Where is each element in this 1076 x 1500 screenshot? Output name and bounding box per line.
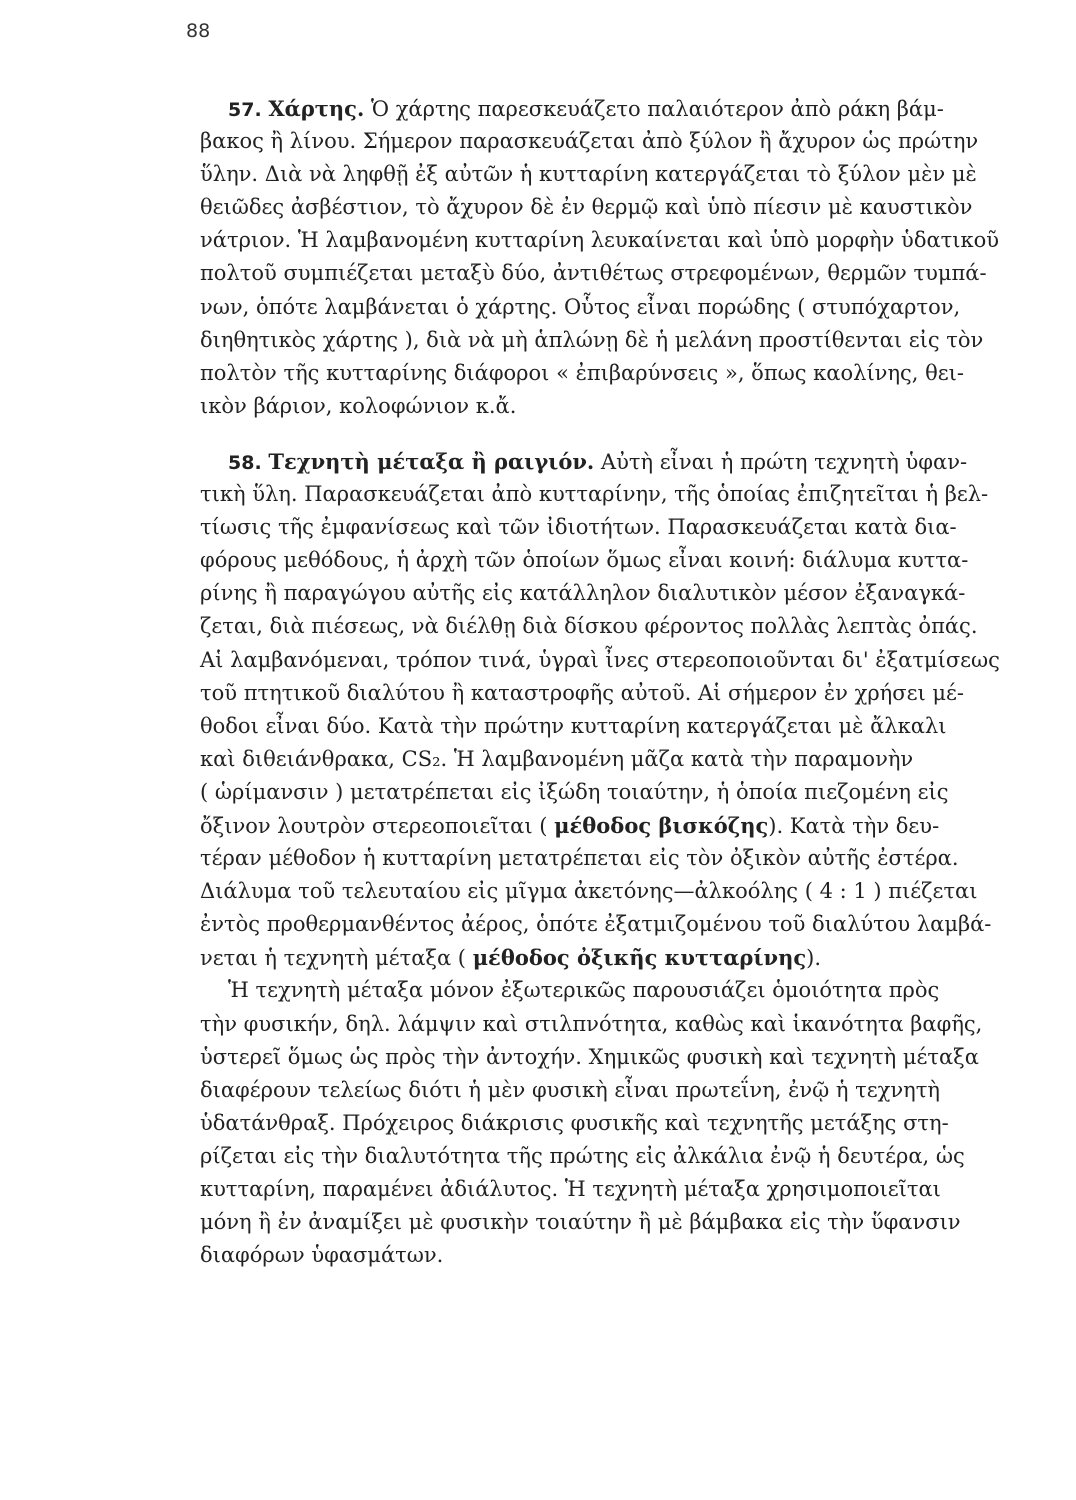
text-line: Διάλυμα τοῦ τελευταίου εἰς μῖγμα ἀκετόνης—ἀλκοόλης ( 4 : 1 ) πιέζεται xyxy=(200,879,978,904)
text-line: φόρους μεθόδους, ἡ ἀρχὴ τῶν ὁποίων ὅμως εἶναι κοινή: διάλυμα κυττα- xyxy=(200,548,969,573)
text-line-method-1 xyxy=(200,809,940,842)
text-fragment: ὄξινον λουτρὸν στερεοποιεῖται ( xyxy=(200,813,548,838)
body-text xyxy=(200,92,1000,1272)
section-heading: Τεχνητὴ μέταξα ἢ ραιγιόν. xyxy=(268,448,595,474)
text-line: ρίνης ἢ παραγώγου αὐτῆς εἰς κατάλληλον διαλυτικὸν μέσον ἐξαναγκά- xyxy=(200,581,966,606)
section-57-first-line xyxy=(200,92,944,125)
text-line-method-2 xyxy=(200,941,852,974)
text-line: θειῶδες ἀσβέστιον, τὸ ἄχυρον δὲ ἐν θερμῷ καὶ ὑπὸ πίεσιν μὲ καυστικὸν xyxy=(200,195,973,220)
text-line: ἐντὸς προθερμανθέντος ἀέρος, ὁπότε ἐξατμιζομένου τοῦ διαλύτου λαμβά- xyxy=(200,912,992,937)
text-line: καὶ διθειάνθρακα, CS₂. Ἡ λαμβανομένη μᾶζα κατὰ τὴν παραμονὴν xyxy=(200,746,914,771)
text-line: τοῦ πτητικοῦ διαλύτου ἢ καταστροφῆς αὐτοῦ. Αἱ σήμερον ἐν χρήσει μέ- xyxy=(200,680,965,705)
text-line: διαφόρων ὑφασμάτων. xyxy=(200,1243,444,1268)
text-line: πολτοῦ συμπιέζεται μεταξὺ δύο, ἀντιθέτως στρεφομένων, θερμῶν τυμπά- xyxy=(200,261,987,286)
text-line: ζεται, διὰ πιέσεως, νὰ διέλθῃ διὰ δίσκου φέροντος πολλὰς λεπτὰς ὀπάς. xyxy=(200,614,978,639)
text-line: ρίζεται εἰς τὴν διαλυτότητα τῆς πρώτης εἰς ἀλκάλια ἐνῷ ἡ δευτέρα, ὡς xyxy=(200,1143,965,1168)
section-heading: Χάρτης. xyxy=(268,96,365,121)
section-gap xyxy=(200,423,852,445)
text-line: βακος ἢ λίνου. Σήμερον παρασκευάζεται ἀπὸ ξύλον ἢ ἄχυρον ὡς πρώτην xyxy=(200,129,979,154)
text-line: νων, ὁπότε λαμβάνεται ὁ χάρτης. Οὗτος εἶναι πορώδης ( στυπόχαρτον, xyxy=(200,294,961,319)
text-line: ( ὡρίμανσιν ) μετατρέπεται εἰς ἰξώδη τοιαύτην, ἡ ὁποία πιεζομένη εἰς xyxy=(200,779,949,804)
text-line: τικὴ ὕλη. Παρασκευάζεται ἀπὸ κυτταρίνην, τῆς ὁποίας ἐπιζητεῖται ἡ βελ- xyxy=(200,482,989,507)
text-line: νάτριον. Ἡ λαμβανομένη κυτταρίνη λευκαίνεται καὶ ὑπὸ μορφὴν ὑδατικοῦ xyxy=(200,228,1000,253)
text-line: ικὸν βάριον, κολοφώνιον κ.ἄ. xyxy=(200,393,517,418)
method-1-term: μέθοδος βισκόζης xyxy=(554,812,769,838)
text-line: Αἱ λαμβανόμεναι, τρόπον τινά, ὑγραὶ ἶνες στερεοποιοῦνται δι' ἐξατμίσεως xyxy=(200,647,1000,672)
text-line: Ὁ χάρτης παρεσκευάζετο παλαιότερον ἀπὸ ράκη βάμ- xyxy=(370,97,944,121)
text-line: τέραν μέθοδον ἡ κυτταρίνη μετατρέπεται εἰς τὸν ὀξικὸν αὐτῆς ἐστέρα. xyxy=(200,846,959,871)
text-line: πολτὸν τῆς κυτταρίνης διάφοροι « ἐπιβαρύνσεις », ὅπως καολίνης, θει- xyxy=(200,360,964,385)
text-line: μόνη ἢ ἐν ἀναμίξει μὲ φυσικὴν τοιαύτην ἢ μὲ βάμβακα εἰς τὴν ὕφανσιν xyxy=(200,1210,961,1235)
text-line: τὴν φυσικήν, δηλ. λάμψιν καὶ στιλπνότητα, καθὼς καὶ ἱκανότητα βαφῆς, xyxy=(200,1011,983,1036)
section-number: 57. xyxy=(228,99,262,121)
text-line: ὑστερεῖ ὅμως ὡς πρὸς τὴν ἀντοχήν. Χημικῶς φυσικὴ καὶ τεχνητὴ μέταξα xyxy=(200,1044,979,1069)
text-line: τίωσις τῆς ἐμφανίσεως καὶ τῶν ἰδιοτήτων. Παρασκευάζεται κατὰ δια- xyxy=(200,515,957,540)
text-line: ὕλην. Διὰ νὰ ληφθῇ ἐξ αὐτῶν ἡ κυτταρίνη κατεργάζεται τὸ ξύλον μὲν μὲ xyxy=(200,162,977,187)
text-line: διηθητικὸς χάρτης ), διὰ νὰ μὴ ἁπλώνῃ δὲ ἡ μελάνη προστίθενται εἰς τὸν xyxy=(200,327,984,352)
section-number: 58. xyxy=(228,451,262,474)
text-line: Ἡ τεχνητὴ μέταξα μόνον ἐξωτερικῶς παρουσιάζει ὁμοιότητα πρὸς xyxy=(228,978,940,1003)
text-line: διαφέρουν τελείως διότι ἡ μὲν φυσικὴ εἶναι πρωτεΐνη, ἐνῷ ἡ τεχνητὴ xyxy=(200,1077,940,1102)
text-fragment: νεται ἡ τεχνητὴ μέταξα ( xyxy=(200,946,466,971)
text-line: κυτταρίνη, παραμένει ἀδιάλυτος. Ἡ τεχνητὴ μέταξα χρησιμοποιεῖται xyxy=(200,1177,941,1201)
section-58-first-line xyxy=(200,445,968,478)
text-fragment: ). xyxy=(806,946,822,971)
text-line: Αὐτὴ εἶναι ἡ πρώτη τεχνητὴ ὑφαν- xyxy=(600,449,968,474)
text-line: ὑδατάνθραξ. Πρόχειρος διάκρισις φυσικῆς καὶ τεχνητῆς μετάξης στη- xyxy=(200,1110,949,1135)
text-line: θοδοι εἶναι δύο. Κατὰ τὴν πρώτην κυτταρίνη κατεργάζεται μὲ ἄλκαλι xyxy=(200,713,947,738)
text-fragment: ). Κατὰ τὴν δευ- xyxy=(768,813,940,838)
method-2-term: μέθοδος ὀξικῆς κυτταρίνης xyxy=(472,945,807,971)
page-number: 88 xyxy=(186,20,211,42)
